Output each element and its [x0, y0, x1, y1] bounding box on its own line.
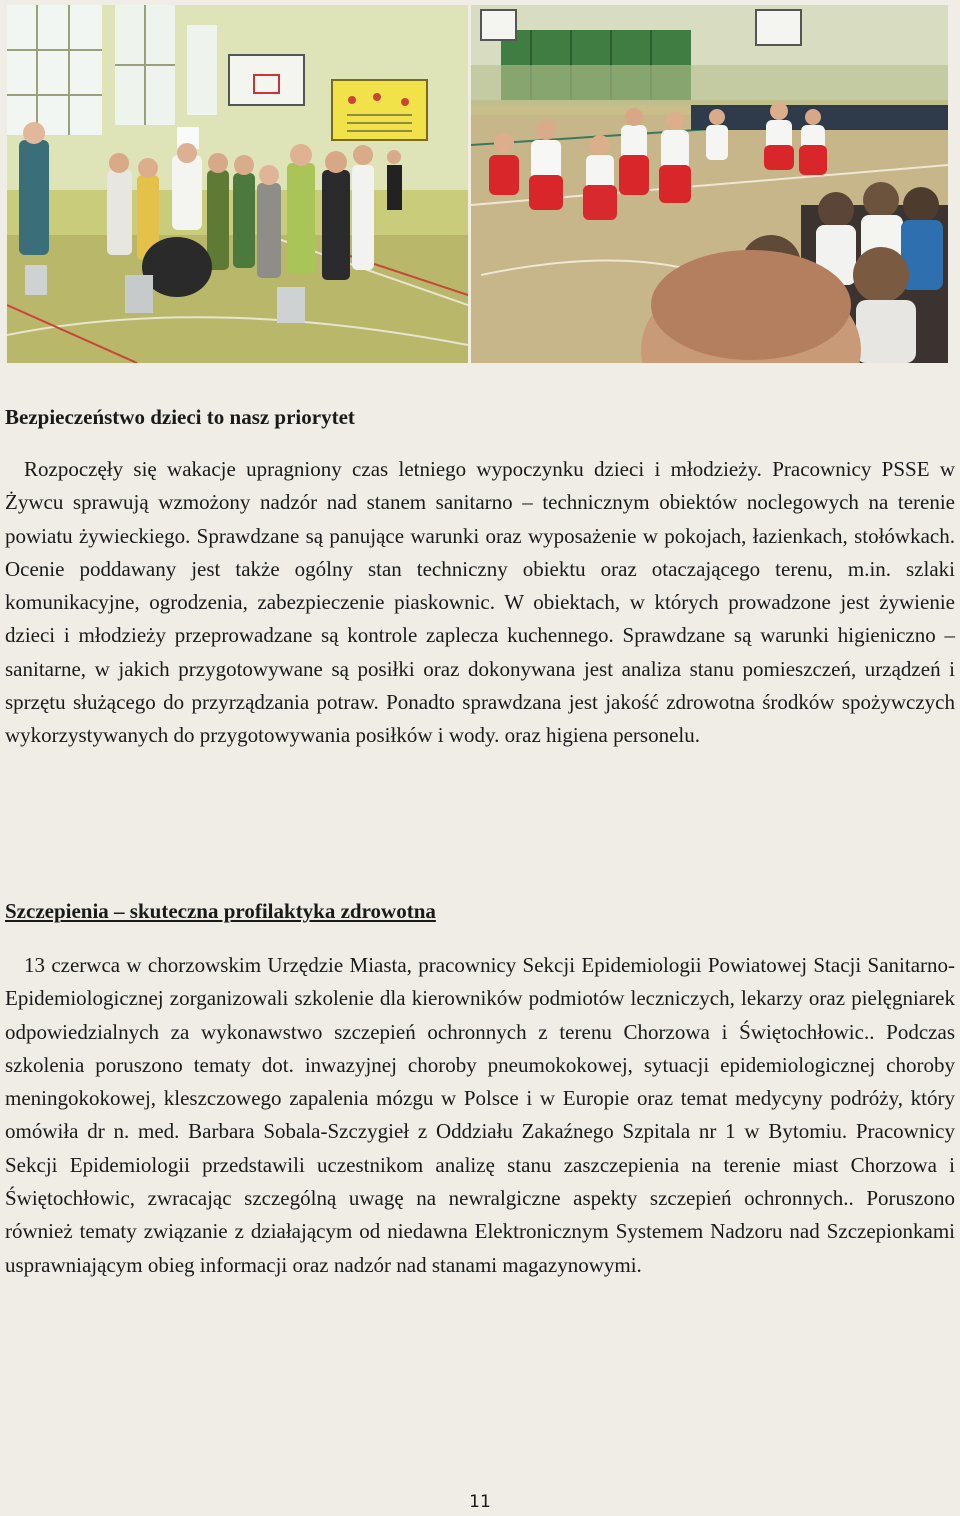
section-heading-vaccination: Szczepienia – skuteczna profilaktyka zdrowotna	[5, 899, 436, 923]
photo-folk-dance-image	[471, 5, 948, 363]
section-heading-safety: Bezpieczeństwo dzieci to nasz priorytet	[5, 405, 355, 429]
section-paragraph-vaccination: 13 czerwca w chorzowskim Urzędzie Miasta, pracownicy Sekcji Epidemiologii Powiatowej Stacji Sanitarno-Epidemiologicznej zorganizowali szkolenie dla kierowników podmiotów leczniczych, lekarzy oraz pielęgniarek odpowiedzialnych za wykonawstwo szczepień ochronnych z terenu Chorzowa i Świętochłowic.. Podczas szkolenia poruszono tematy dot. inwazyjnej choroby pneumokokowej, sytuacji epidemiologicznej choroby meningokokowej, kleszczowego zapalenia mózgu w Polsce i w Europie oraz temat medycyny podróży, który omówiła dr n. med. Barbara Sobala-Szczygieł z Oddziału Zakaźnego Szpitala nr 1 w Bytomiu. Pracownicy Sekcji Epidemiologii przedstawili uczestnikom analizę stanu zaszczepienia na terenie miast Chorzowa i Świętochłowic, zwracając szczególną uwagę na newralgiczne aspekty szczepień ochronnych.. Poruszono również tematy związanie z działającym od niedawna Elektronicznym Systemem Nadzoru nad Szczepionkami usprawniającym obieg informacji oraz nadzór nad stanami magazynowymi.	[5, 953, 955, 1277]
photo-folk-dance	[471, 5, 948, 363]
section-paragraph-safety: Rozpoczęły się wakacje upragniony czas letniego wypoczynku dzieci i młodzieży. Pracownicy PSSE w Żywcu sprawują wzmożony nadzór nad stanem sanitarno – technicznym obiektów noclegowych na terenie powiatu żywieckiego. Sprawdzane są panujące warunki oraz wyposażenie w pokojach, łazienkach, stołówkach. Ocenie poddawany jest także ogólny stan techniczny obiektu oraz otaczającego terenu, m.in. szlaki komunikacyjne, ogrodzenia, zabezpieczenie piaskownic. W obiektach, w których prowadzone jest żywienie dzieci i młodzieży przeprowadzane są kontrole zaplecza kuchennego. Sprawdzane są warunki higieniczno – sanitarne, w jakich przygotowywane są posiłki oraz dokonywana jest analiza stanu pomieszczeń, urządzeń i sprzętu służącego do przyrządzania potraw. Ponadto sprawdzana jest jakość zdrowotna środków spożywczych wykorzystywanych do przygotowywania posiłków i wody. oraz higiena personelu.	[5, 457, 955, 748]
page-number: 11	[469, 1492, 491, 1512]
photo-children-costumes	[7, 5, 468, 363]
photo-children-costumes-image	[7, 5, 468, 363]
